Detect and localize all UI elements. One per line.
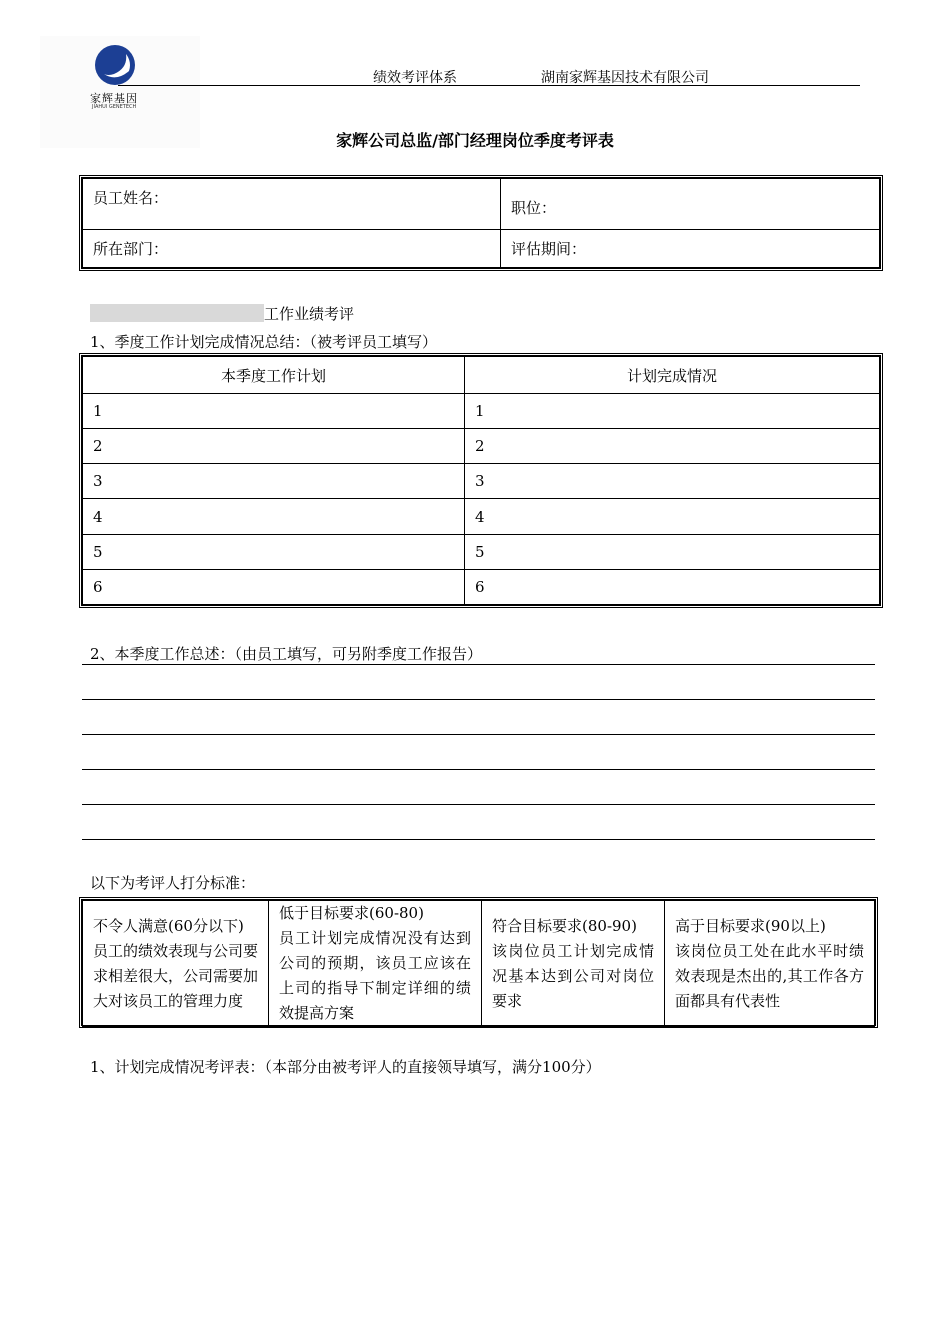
writing-line[interactable]: [82, 769, 875, 770]
section-title: 工作业绩考评: [264, 305, 355, 323]
plan-cell[interactable]: 1: [83, 394, 465, 429]
standard-title: 符合目标要求(80-90): [492, 916, 637, 935]
standard-below-target: [269, 901, 482, 1027]
writing-line[interactable]: [82, 699, 875, 700]
completion-cell[interactable]: 4: [465, 499, 880, 534]
completion-cell[interactable]: 1: [465, 394, 880, 429]
scoring-standard-label: 以下为考评人打分标准：: [90, 874, 256, 892]
completion-header: 计划完成情况: [465, 357, 880, 394]
logo-text-en: JIAHUI GENETECH: [92, 104, 137, 110]
logo-text-cn: 家辉基因: [90, 92, 138, 105]
work-plan-table: [79, 353, 883, 608]
header-company: 湖南家辉基因技术有限公司: [541, 70, 709, 86]
header-system: 绩效考评体系: [373, 70, 457, 86]
section-highlight: [90, 304, 264, 322]
standard-desc: 该岗位员工计划完成情况基本达到公司对岗位要求: [492, 941, 654, 1010]
writing-line[interactable]: [82, 734, 875, 735]
plan-cell[interactable]: 4: [83, 499, 465, 534]
plan-cell[interactable]: 5: [83, 534, 465, 569]
page-title: 家辉公司总监/部门经理岗位季度考评表: [336, 131, 614, 150]
standard-title: 高于目标要求(90以上): [675, 916, 826, 935]
plan-cell[interactable]: 2: [83, 429, 465, 464]
standard-title: 不令人满意(60分以下): [93, 916, 244, 935]
logo-icon: [92, 44, 138, 86]
standard-unsatisfactory: [83, 901, 269, 1027]
employee-info-table: [79, 175, 883, 271]
completion-cell[interactable]: 5: [465, 534, 880, 569]
scoring-standards-table: [79, 897, 878, 1028]
plan-cell[interactable]: 6: [83, 569, 465, 604]
standard-meets-target: [482, 901, 665, 1027]
question-2: 2、本季度工作总述：（由员工填写，可另附季度工作报告）: [90, 645, 483, 663]
header-rule: [118, 85, 860, 86]
writing-line[interactable]: [82, 664, 875, 665]
standard-desc: 员工的绩效表现与公司要求相差很大，公司需要加大对该员工的管理力度: [93, 941, 259, 1010]
completion-cell[interactable]: 2: [465, 429, 880, 464]
plan-cell[interactable]: 3: [83, 464, 465, 499]
completion-cell[interactable]: 6: [465, 569, 880, 604]
position-field[interactable]: 职位：: [501, 179, 880, 230]
period-field[interactable]: 评估期间：: [501, 230, 880, 268]
standard-above-target: [665, 901, 875, 1027]
standard-desc: 该岗位员工处在此水平时绩效表现是杰出的,其工作各方面都具有代表性: [675, 941, 864, 1010]
writing-line[interactable]: [82, 839, 875, 840]
employee-name-field[interactable]: 员工姓名：: [83, 179, 501, 230]
completion-cell[interactable]: 3: [465, 464, 880, 499]
standard-title: 低于目标要求(60-80): [279, 904, 424, 922]
department-field[interactable]: 所在部门：: [83, 230, 501, 268]
question-1: 1、季度工作计划完成情况总结：（被考评员工填写）: [90, 333, 438, 351]
plan-header: 本季度工作计划: [83, 357, 465, 394]
question-3: 1、计划完成情况考评表：（本部分由被考评人的直接领导填写，满分100分）: [90, 1058, 601, 1076]
standard-desc: 员工计划完成情况没有达到公司的预期，该员工应该在上司的指导下制定详细的绩效提高方案: [279, 929, 471, 1022]
writing-line[interactable]: [82, 804, 875, 805]
